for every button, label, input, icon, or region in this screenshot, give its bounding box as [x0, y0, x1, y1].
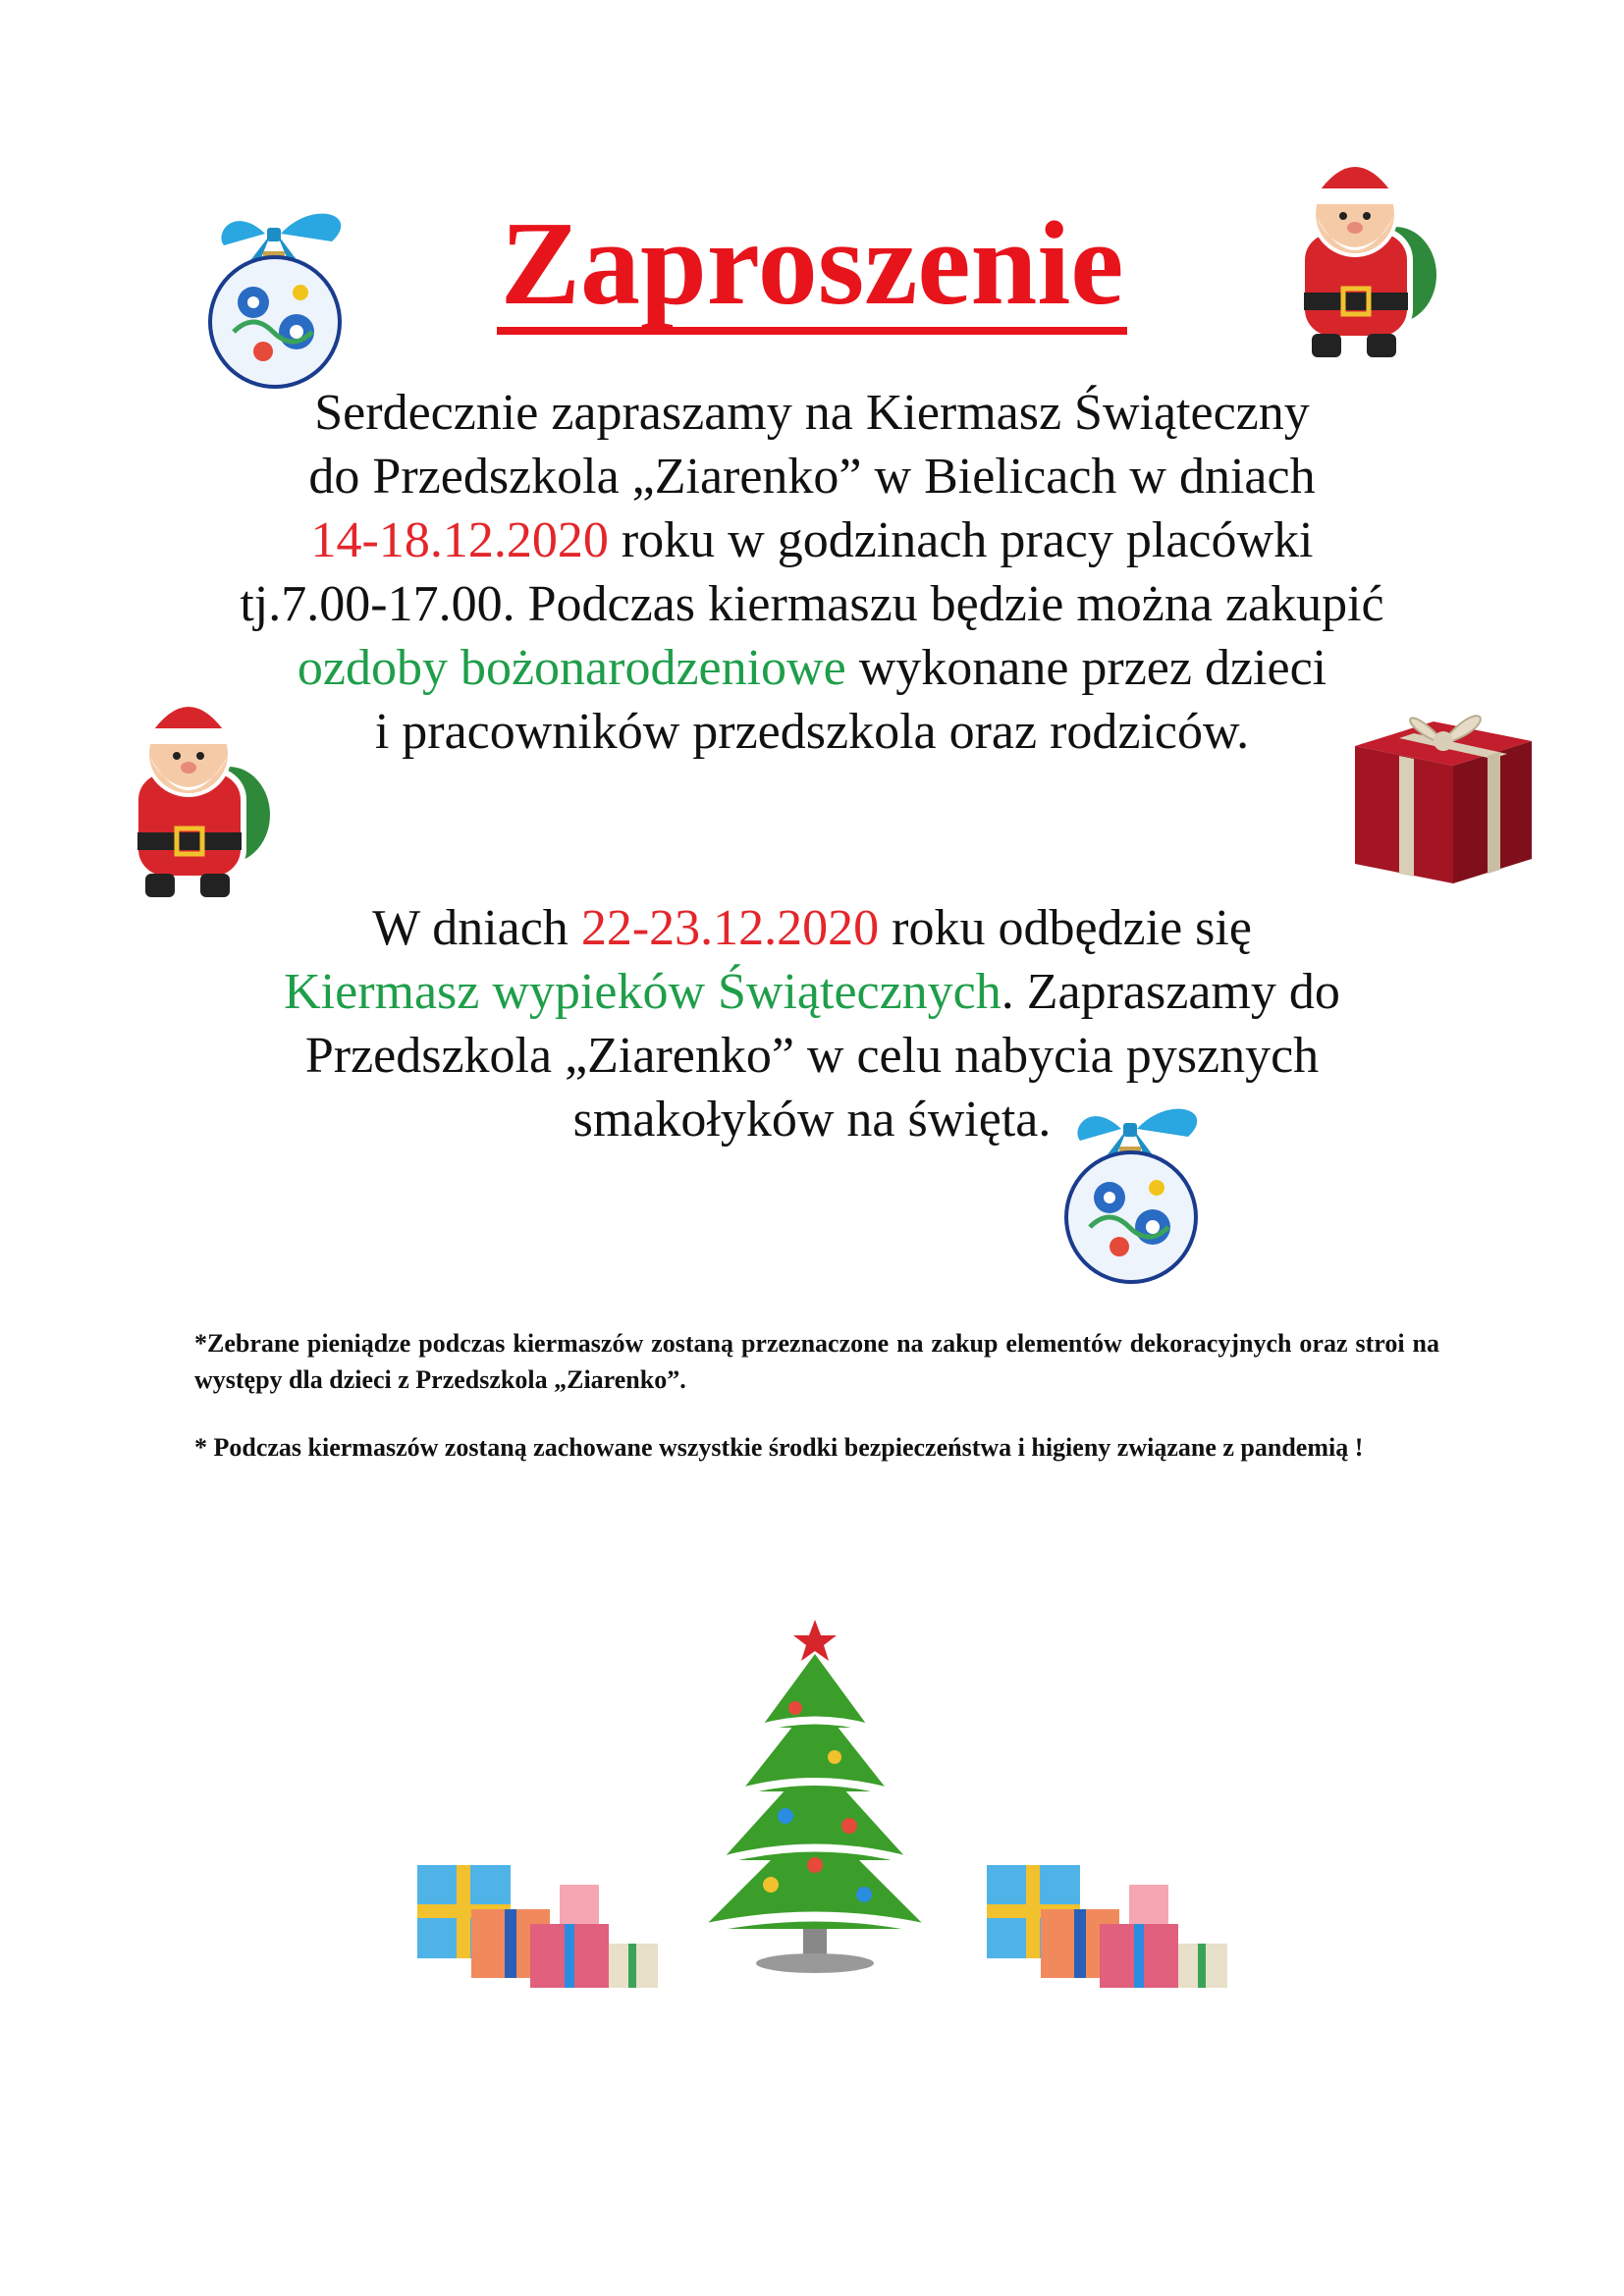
text-line: i pracowników przedszkola oraz rodziców.: [374, 704, 1250, 760]
footnote: *Zebrane pieniądze podczas kiermaszów zostaną przeznaczone na zakup elementów dekoracyjnych oraz stroi na występy dla dzieci z Przedszkola „Ziarenko”.: [194, 1329, 1439, 1394]
page-title: Zaproszenie: [0, 201, 1624, 335]
text-line: Kiermasz wypieków Świątecznych. Zapraszamy do: [284, 964, 1340, 1020]
presents-icon: [982, 1826, 1237, 1993]
text-line: tj.7.00-17.00. Podczas kiermaszu będzie można zakupić: [240, 576, 1384, 632]
date-range: 14-18.12.2020: [310, 512, 609, 568]
highlight-text: ozdoby bożonarodzeniowe: [297, 640, 846, 696]
highlight-text: Kiermasz wypieków Świątecznych: [284, 964, 1001, 1020]
date-range: 22-23.12.2020: [580, 900, 880, 956]
text-line: ozdoby bożonarodzeniowe wykonane przez dzieci: [297, 640, 1327, 696]
ornament-icon: [1051, 1090, 1227, 1286]
invitation-paragraph-2: [0, 896, 1624, 1151]
text-line: 14-18.12.2020 roku w godzinach pracy placówki: [310, 512, 1314, 568]
presents-icon: [412, 1826, 668, 1993]
gift-box-icon: [1345, 687, 1542, 893]
text-line: Serdecznie zapraszamy na Kiermasz Świąteczny: [314, 385, 1310, 441]
christmas-tree-icon: [677, 1600, 952, 1983]
text-line: smakołyków na święta.: [572, 1092, 1052, 1148]
text-line: Przedszkola „Ziarenko” w celu nabycia pysznych: [304, 1028, 1320, 1084]
ornament-icon: [194, 194, 371, 391]
footnote: * Podczas kiermaszów zostaną zachowane wszystkie środki bezpieczeństwa i higieny związane z pandemią !: [194, 1433, 1364, 1462]
text-line: do Przedszkola „Ziarenko” w Bielicach w dniach: [308, 449, 1316, 505]
text-line: W dniach 22-23.12.2020 roku odbędzie się: [372, 900, 1252, 956]
santa-icon: [106, 677, 283, 903]
santa-icon: [1272, 137, 1449, 363]
